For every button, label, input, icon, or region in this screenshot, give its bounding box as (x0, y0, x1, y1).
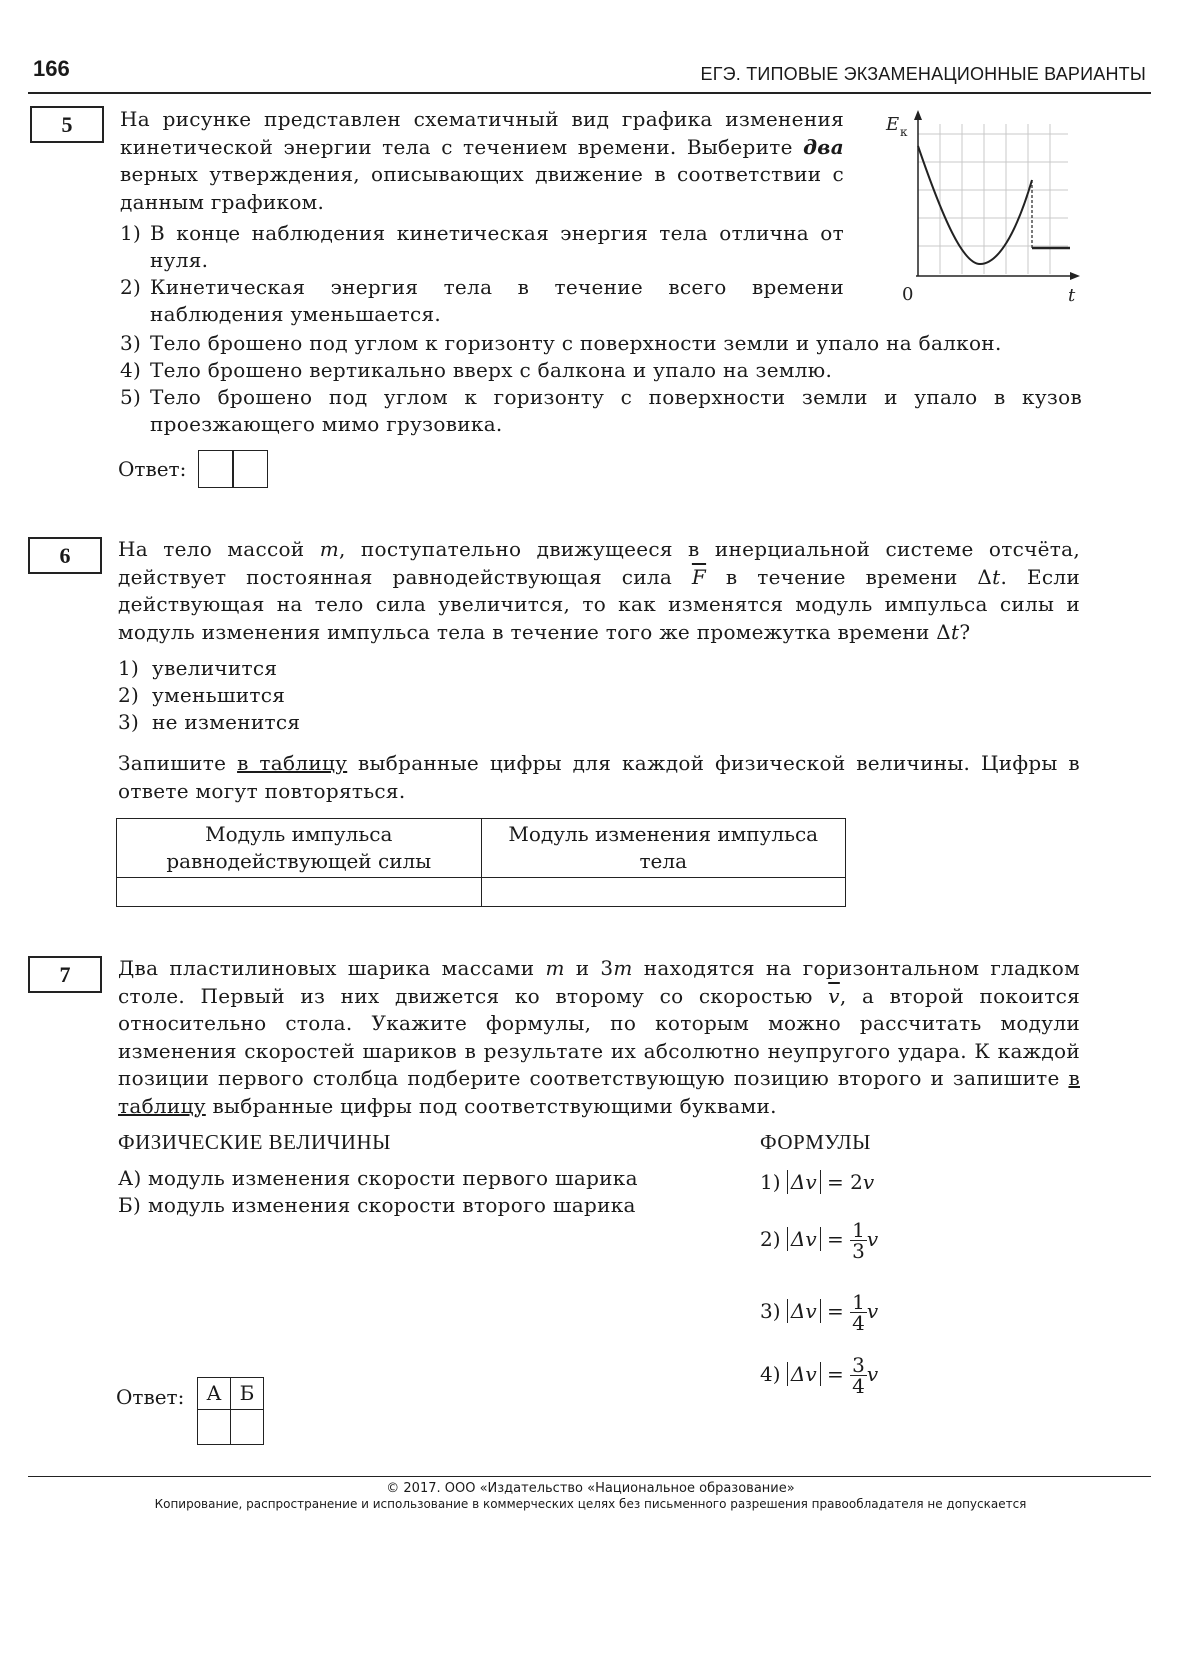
running-title: ЕГЭ. ТИПОВЫЕ ЭКЗАМЕНАЦИОННЫЕ ВАРИАНТЫ (700, 64, 1146, 84)
q7-formula-4 (760, 1355, 878, 1396)
q6-text (118, 536, 1080, 646)
question-number-5: 5 (30, 106, 104, 143)
q7-text-e: выбранные цифры под соответствующими буквами. (205, 1093, 777, 1118)
q6-instruction-b: выбранные цифры для каждой физической величины. Цифры в ответе могут повторяться. (118, 751, 1080, 803)
graph-grid (918, 124, 1068, 274)
formula-1-coef: 2 (850, 1170, 863, 1194)
formula-4-denominator: 4 (852, 1374, 865, 1398)
formula-3-eq: = (827, 1299, 844, 1323)
q6-option-3-num: 3) (118, 710, 140, 734)
question-number-7: 7 (28, 956, 102, 993)
q6-options (118, 655, 618, 736)
q5-answer-cell-2[interactable] (232, 450, 268, 488)
q5-energy-graph (878, 104, 1083, 304)
q5-option-3-num: 3) (120, 331, 142, 355)
q7-answer-table (197, 1377, 264, 1445)
q7-quantity-a-text: модуль изменения скорости первого шарика (148, 1166, 638, 1190)
q5-option-4-num: 4) (120, 358, 142, 382)
q7-quantity-a-letter: А) (118, 1166, 142, 1190)
q7-text (118, 955, 1080, 1120)
q5-option-3-text: Тело брошено под углом к горизонту с поверхности земли и упало на балкон. (150, 331, 1002, 355)
q7-formula-2 (760, 1220, 878, 1261)
formula-1-eq: = (827, 1170, 844, 1194)
q6-option-1-text: увеличится (152, 656, 278, 680)
header-rule (28, 92, 1151, 94)
q6-answer-table (116, 818, 846, 907)
q6-instruction-a: Запишите (118, 751, 238, 775)
q7-mass-symbol-1: m (545, 956, 565, 980)
graph-origin: 0 (902, 284, 914, 304)
q5-option-1-text: В конце наблюдения кинетическая энергия тела отлична от нуля. (150, 221, 844, 272)
q7-formula-3 (760, 1292, 878, 1333)
q7-formula-1 (760, 1170, 874, 1194)
q7-text-c: находятся на горизонтальном гладком столе. Первый из них движется ко второму со скоростью (118, 956, 1080, 1008)
q6-option-2-num: 2) (118, 683, 140, 707)
q7-text-a: Два пластилиновых шарика массами (118, 956, 546, 980)
q6-instruction (118, 750, 1080, 805)
q7-quantity-a (118, 1165, 678, 1192)
y-axis-arrow-icon (914, 110, 922, 120)
q6-table-link: в таблицу (237, 751, 348, 775)
q5-options-bottom (120, 330, 1082, 438)
q5-text (120, 106, 844, 216)
q6-text-c: в течение времени Δ (706, 564, 993, 589)
q5-text-post: верных утверждения, описывающих движение в соответствии с данным графиком. (120, 162, 844, 214)
q7-quantities-header: ФИЗИЧЕСКИЕ ВЕЛИЧИНЫ (118, 1130, 391, 1154)
q7-answer-label: Ответ: (116, 1385, 185, 1409)
question-number-6: 6 (28, 537, 102, 574)
q6-answer-cell-1[interactable] (117, 878, 482, 907)
formula-4-lhs: Δv (790, 1362, 817, 1386)
x-axis-label: t (1068, 285, 1076, 304)
formula-2-var: v (866, 1227, 879, 1251)
q6-table-header-2: Модуль изменения импульса тела (481, 819, 846, 878)
q5-option-2-num: 2) (120, 275, 142, 299)
formula-2-eq: = (827, 1227, 844, 1251)
q7-text-b: и 3 (564, 956, 614, 980)
q6-text-e: ? (959, 619, 971, 644)
q6-mass-symbol: m (319, 537, 339, 561)
q5-option-3 (120, 330, 1082, 357)
q5-option-1-num: 1) (120, 221, 142, 245)
q5-option-4 (120, 357, 1082, 384)
formula-2-denominator: 3 (852, 1239, 865, 1263)
formula-1-num: 1) (760, 1170, 781, 1194)
formula-4-numerator: 3 (852, 1353, 865, 1377)
q7-text-d: , а второй покоится относительно стола. Укажите формулы, по которым можно рассчитать модули изменения скоростей шариков в результате их абсолютно неупругого удара. К каждой позиции первого столбца подберите соответствующую позицию второго и запишите (118, 983, 1080, 1090)
q5-text-emph: два (803, 134, 844, 159)
footer-rule (28, 1476, 1151, 1477)
page-number: 166 (33, 56, 70, 81)
formula-2-num: 2) (760, 1227, 781, 1251)
q7-quantities (118, 1165, 678, 1219)
q5-option-5-num: 5) (120, 385, 142, 409)
q6-time-symbol-1: t (992, 564, 1001, 589)
formula-4-var: v (866, 1362, 879, 1386)
q6-table-header-1: Модуль импульса равнодействующей силы (117, 819, 482, 878)
q5-option-1 (120, 220, 844, 274)
q7-quantity-b (118, 1192, 678, 1219)
y-axis-label: E (886, 114, 900, 135)
q5-option-2-text: Кинетическая энергия тела в течение всего времени наблюдения уменьшается. (150, 275, 844, 326)
q6-option-1 (118, 655, 618, 682)
formula-3-denominator: 4 (852, 1311, 865, 1335)
q7-quantity-b-letter: Б) (118, 1193, 142, 1217)
formula-1-var: v (862, 1170, 875, 1194)
q6-option-3 (118, 709, 618, 736)
q7-velocity-symbol: $\overline{v}$ (828, 983, 840, 1008)
formula-3-lhs: Δv (790, 1299, 817, 1323)
footer-notice: Копирование, распространение и использование в коммерческих целях без письменного разрешения правообладателя не допускается (154, 1497, 1027, 1511)
q7-answer-cell-a[interactable] (198, 1410, 231, 1445)
q5-options-top (120, 220, 844, 328)
q7-answer-header-b: Б (231, 1378, 264, 1410)
q6-force-symbol: $\overline{F}$ (691, 564, 707, 589)
q5-answer-label: Ответ: (118, 457, 187, 481)
formula-3-numerator: 1 (852, 1290, 865, 1314)
q5-text-pre: На рисунке представлен схематичный вид графика изменения кинетической энергии тела с течением времени. Выберите (120, 107, 844, 159)
formula-3-num: 3) (760, 1299, 781, 1323)
q7-quantity-b-text: модуль изменения скорости второго шарика (148, 1193, 636, 1217)
q6-option-3-text: не изменится (152, 710, 301, 734)
formula-4-num: 4) (760, 1362, 781, 1386)
formula-2-numerator: 1 (852, 1218, 865, 1242)
q6-text-d: . Если действующая на тело сила увеличится, то как изменятся модуль импульса силы и модуль изменения импульса тела в течение того же промежутка времени Δ (118, 564, 1081, 644)
q6-option-2-text: уменьшится (152, 683, 286, 707)
formula-1-lhs: Δv (790, 1170, 817, 1194)
formula-4-eq: = (827, 1362, 844, 1386)
q5-answer-cell-1[interactable] (198, 450, 234, 488)
q6-option-1-num: 1) (118, 656, 140, 680)
q5-option-2 (120, 274, 844, 328)
formula-2-lhs: Δv (790, 1227, 817, 1251)
q6-option-2 (118, 682, 618, 709)
q7-mass-symbol-2: m (613, 956, 633, 980)
x-axis-arrow-icon (1070, 272, 1080, 280)
q6-answer-cell-2[interactable] (481, 878, 846, 907)
q5-option-5-text: Тело брошено под углом к горизонту с поверхности земли и упало в кузов проезжающего мимо грузовика. (150, 385, 1082, 436)
q6-time-symbol-2: t (951, 619, 960, 644)
formula-3-var: v (866, 1299, 879, 1323)
q7-formulas-header: ФОРМУЛЫ (760, 1130, 871, 1154)
q5-option-4-text: Тело брошено вертикально вверх с балкона и упало на землю. (150, 358, 833, 382)
q7-table-link: в таблицу (118, 1066, 1080, 1118)
q6-text-a: На тело массой (118, 537, 320, 561)
q6-text-b: , поступательно движущееся в инерциальной системе отсчёта, действует постоянная равнодействующая сила (118, 537, 1080, 589)
q7-answer-cell-b[interactable] (231, 1410, 264, 1445)
q5-option-5 (120, 384, 1082, 438)
footer-copyright: © 2017. ООО «Издательство «Национальное образование» (386, 1481, 795, 1496)
q7-answer-header-a: А (198, 1378, 231, 1410)
y-axis-subscript: к (900, 125, 908, 139)
